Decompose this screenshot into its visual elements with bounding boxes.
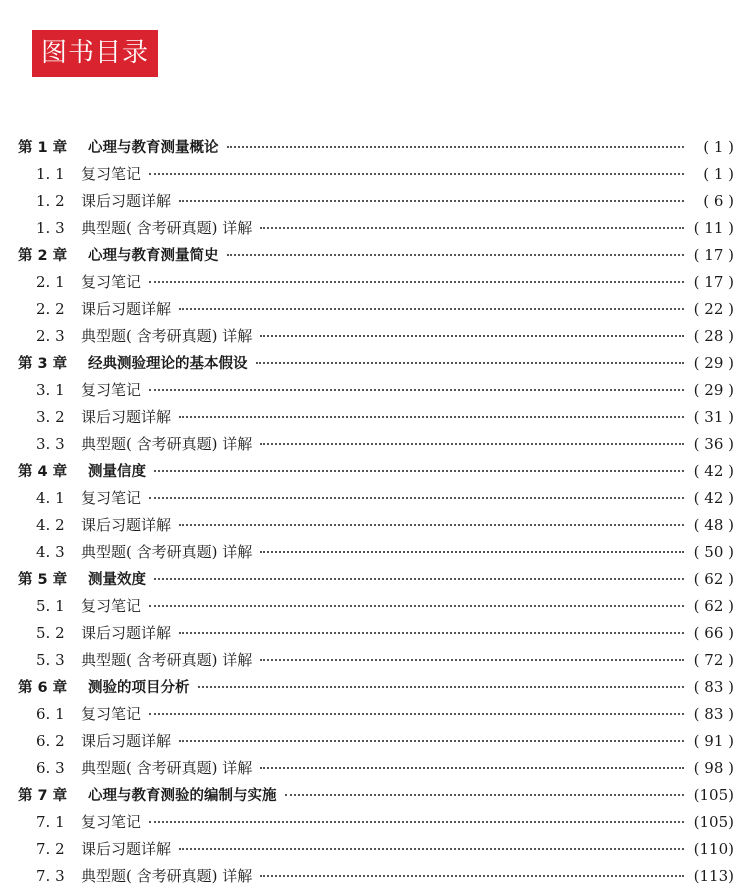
toc-entry-page-number: ( 6 ) [703, 192, 734, 210]
toc-entry-page-number: ( 62 ) [693, 570, 734, 588]
toc-entry-page-number: ( 42 ) [693, 462, 734, 480]
toc-entry-number: 1. 1 [36, 165, 65, 183]
dot-leader [198, 686, 685, 688]
toc-entry-title: 典型题( 含考研真题) 详解 [81, 435, 253, 453]
toc-entry-page-number: ( 72 ) [693, 651, 734, 669]
toc-entry-page-number: ( 1 ) [703, 138, 734, 156]
toc-entry-title: 复习笔记 [81, 597, 142, 615]
toc-entry-title: 典型题( 含考研真题) 详解 [81, 867, 253, 885]
toc-section-entry[interactable] [18, 539, 734, 566]
dot-leader [179, 308, 684, 310]
toc-section-entry[interactable] [18, 836, 734, 863]
toc-entry-page-number: (113) [693, 867, 734, 885]
dot-leader [179, 632, 684, 634]
toc-chapter-entry[interactable] [18, 242, 734, 269]
dot-leader [154, 578, 684, 580]
toc-entry-title: 心理与教育测验的编制与实施 [88, 788, 277, 804]
dot-leader [154, 470, 684, 472]
toc-entry-page-number: ( 91 ) [693, 732, 734, 750]
toc-section-entry[interactable] [18, 188, 734, 215]
toc-entry-page-number: ( 28 ) [693, 327, 734, 345]
dot-leader [260, 227, 684, 229]
toc-entry-title: 课后习题详解 [81, 624, 172, 642]
dot-leader [149, 173, 684, 175]
toc-entry-title: 复习笔记 [81, 813, 142, 831]
toc-entry-number: 6. 2 [36, 732, 65, 750]
dot-leader [260, 767, 684, 769]
toc-entry-page-number: ( 83 ) [693, 678, 734, 696]
toc-entry-number: 2. 2 [36, 300, 65, 318]
toc-section-entry[interactable] [18, 269, 734, 296]
toc-entry-number: 7. 3 [36, 867, 65, 885]
toc-entry-number: 6. 1 [36, 705, 65, 723]
toc-entry-page-number: ( 83 ) [693, 705, 734, 723]
toc-chapter-entry[interactable] [18, 458, 734, 485]
toc-entry-page-number: ( 29 ) [693, 354, 734, 372]
toc-section-entry[interactable] [18, 755, 734, 782]
toc-entry-number: 4. 1 [36, 489, 65, 507]
toc-entry-title: 复习笔记 [81, 489, 142, 507]
toc-entry-page-number: (105) [693, 813, 734, 831]
toc-entry-page-number: (110) [693, 840, 734, 858]
toc-chapter-entry[interactable] [18, 350, 734, 377]
toc-entry-title: 心理与教育测量简史 [88, 248, 219, 264]
toc-entry-number: 7. 1 [36, 813, 65, 831]
toc-entry-title: 复习笔记 [81, 381, 142, 399]
toc-section-entry[interactable] [18, 647, 734, 674]
dot-leader [179, 848, 684, 850]
dot-leader [149, 281, 684, 283]
dot-leader [260, 659, 684, 661]
toc-section-entry[interactable] [18, 377, 734, 404]
toc-entry-number: 2. 3 [36, 327, 65, 345]
toc-entry-number: 4. 3 [36, 543, 65, 561]
toc-chapter-entry[interactable] [18, 134, 734, 161]
toc-section-entry[interactable] [18, 728, 734, 755]
toc-entry-number: 6. 3 [36, 759, 65, 777]
toc-section-entry[interactable] [18, 161, 734, 188]
dot-leader [260, 551, 684, 553]
dot-leader [179, 416, 684, 418]
toc-entry-number: 5. 3 [36, 651, 65, 669]
toc-entry-number: 1. 3 [36, 219, 65, 237]
toc-section-entry[interactable] [18, 215, 734, 242]
toc-entry-page-number: (105) [693, 786, 734, 804]
toc-entry-title: 复习笔记 [81, 705, 142, 723]
toc-entry-number: 第 3 章 [18, 356, 68, 372]
toc-entry-page-number: ( 62 ) [693, 597, 734, 615]
dot-leader [227, 254, 685, 256]
toc-entry-number: 第 2 章 [18, 248, 68, 264]
toc-section-entry[interactable] [18, 620, 734, 647]
toc-entry-number: 3. 1 [36, 381, 65, 399]
toc-entry-page-number: ( 29 ) [693, 381, 734, 399]
toc-entry-page-number: ( 50 ) [693, 543, 734, 561]
toc-entry-title: 课后习题详解 [81, 192, 172, 210]
dot-leader [179, 740, 684, 742]
toc-chapter-entry[interactable] [18, 782, 734, 809]
toc-entry-title: 课后习题详解 [81, 732, 172, 750]
toc-entry-title: 心理与教育测量概论 [88, 140, 219, 156]
toc-entry-title: 复习笔记 [81, 165, 142, 183]
toc-section-entry[interactable] [18, 593, 734, 620]
toc-section-entry[interactable] [18, 701, 734, 728]
dot-leader [260, 875, 684, 877]
toc-chapter-entry[interactable] [18, 674, 734, 701]
dot-leader [149, 821, 684, 823]
dot-leader [260, 443, 684, 445]
toc-entry-page-number: ( 17 ) [693, 246, 734, 264]
toc-section-entry[interactable] [18, 404, 734, 431]
toc-entry-page-number: ( 48 ) [693, 516, 734, 534]
dot-leader [179, 200, 684, 202]
toc-section-entry[interactable] [18, 485, 734, 512]
dot-leader [149, 497, 684, 499]
toc-entry-page-number: ( 17 ) [693, 273, 734, 291]
toc-entry-number: 第 7 章 [18, 788, 68, 804]
toc-entry-number: 3. 3 [36, 435, 65, 453]
toc-entry-page-number: ( 36 ) [693, 435, 734, 453]
toc-entry-number: 4. 2 [36, 516, 65, 534]
dot-leader [179, 524, 684, 526]
toc-section-entry[interactable] [18, 809, 734, 836]
dot-leader [260, 335, 684, 337]
toc-entry-number: 第 1 章 [18, 140, 68, 156]
toc-entry-number: 第 6 章 [18, 680, 68, 696]
dot-leader [256, 362, 685, 364]
toc-section-entry[interactable] [18, 863, 734, 890]
toc-entry-number: 7. 2 [36, 840, 65, 858]
toc-entry-title: 课后习题详解 [81, 840, 172, 858]
toc-entry-title: 课后习题详解 [81, 408, 172, 426]
toc-entry-title: 典型题( 含考研真题) 详解 [81, 327, 253, 345]
toc-entry-page-number: ( 31 ) [693, 408, 734, 426]
dot-leader [149, 713, 684, 715]
toc-entry-number: 第 5 章 [18, 572, 68, 588]
toc-entry-number: 第 4 章 [18, 464, 68, 480]
toc-entry-number: 5. 2 [36, 624, 65, 642]
toc-entry-title: 经典测验理论的基本假设 [88, 356, 248, 372]
toc-entry-number: 2. 1 [36, 273, 65, 291]
toc-entry-page-number: ( 42 ) [693, 489, 734, 507]
toc-entry-number: 3. 2 [36, 408, 65, 426]
dot-leader [227, 146, 685, 148]
toc-entry-title: 典型题( 含考研真题) 详解 [81, 219, 253, 237]
toc-section-entry[interactable] [18, 296, 734, 323]
toc-entry-page-number: ( 11 ) [693, 219, 734, 237]
toc-entry-title: 课后习题详解 [81, 516, 172, 534]
toc-entry-page-number: ( 66 ) [693, 624, 734, 642]
toc-entry-number: 1. 2 [36, 192, 65, 210]
toc-entry-title: 测验的项目分析 [88, 680, 190, 696]
toc-section-entry[interactable] [18, 512, 734, 539]
dot-leader [149, 389, 684, 391]
toc-entry-number: 5. 1 [36, 597, 65, 615]
toc-section-entry[interactable] [18, 431, 734, 458]
table-of-contents [18, 134, 734, 890]
toc-entry-page-number: ( 22 ) [693, 300, 734, 318]
toc-entry-title: 典型题( 含考研真题) 详解 [81, 759, 253, 777]
toc-heading-badge: 图书目录 [32, 30, 158, 77]
toc-entry-title: 课后习题详解 [81, 300, 172, 318]
dot-leader [149, 605, 684, 607]
toc-entry-title: 测量效度 [88, 572, 146, 588]
toc-entry-title: 测量信度 [88, 464, 146, 480]
dot-leader [285, 794, 685, 796]
toc-entry-page-number: ( 98 ) [693, 759, 734, 777]
toc-entry-title: 典型题( 含考研真题) 详解 [81, 543, 253, 561]
toc-entry-page-number: ( 1 ) [703, 165, 734, 183]
toc-chapter-entry[interactable] [18, 566, 734, 593]
toc-section-entry[interactable] [18, 323, 734, 350]
toc-entry-title: 典型题( 含考研真题) 详解 [81, 651, 253, 669]
toc-entry-title: 复习笔记 [81, 273, 142, 291]
